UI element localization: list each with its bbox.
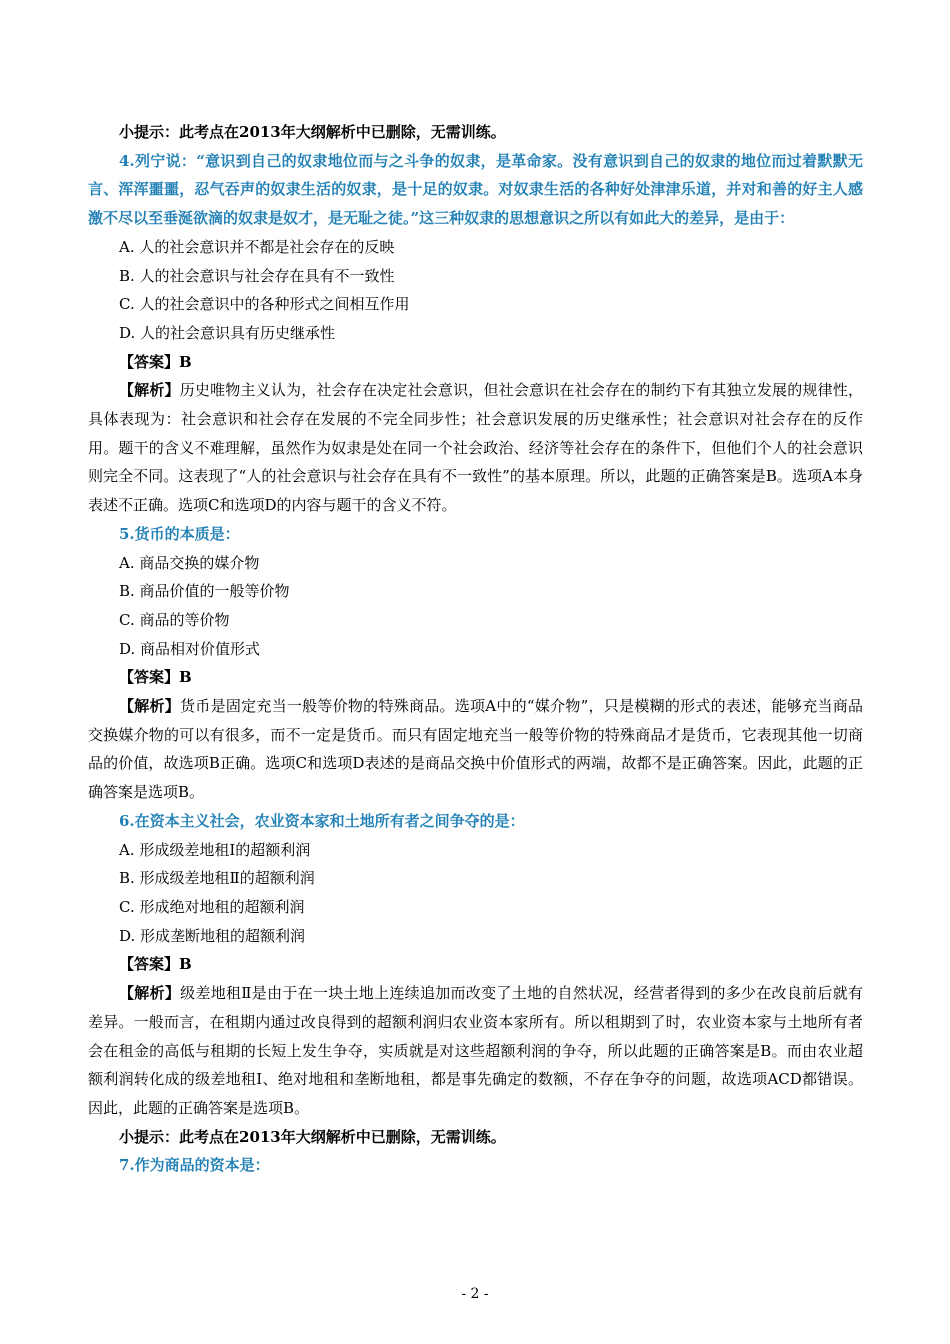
tip-note: 小提示：此考点在2013年大纲解析中已删除，无需训练。 — [119, 1127, 506, 1146]
document-body — [88, 118, 863, 1180]
question-5-answer — [88, 663, 863, 692]
question-5-option-b: B. 商品价值的一般等价物 — [119, 582, 290, 601]
question-6-stem: 6.在资本主义社会，农业资本家和土地所有者之间争夺的是： — [119, 811, 525, 830]
question-5-stem: 5.货币的本质是： — [119, 524, 240, 543]
analysis-label: 【解析】 — [119, 381, 180, 400]
question-5-option-a: A. 商品交换的媒介物 — [119, 553, 260, 572]
tip-note: 小提示：此考点在2013年大纲解析中已删除，无需训练。 — [119, 123, 506, 141]
question-4-option-c: C. 人的社会意识中的各种形式之间相互作用 — [119, 295, 410, 314]
analysis-label: 【解析】 — [119, 984, 181, 1003]
analysis-text: 历史唯物主义认为，社会存在决定社会意识，但社会意识在社会存在的制约下有其独立发展的规律性，具体表现为：社会意识和社会存在发展的不完全同步性；社会意识发展的历史继承性；社会意识对社会存在的反作用。题干的含义不难理解，虽然作为奴隶是处在同一个社会政治、经济等社会存在的条件下，但他们个人的社会意识则完全不同。这表现了“人的社会意识与社会存在具有不一致性”的基本原理。所以，此题的正确答案是B。选项A本身表述不正确。选项C和选项D的内容与题干的含义不符。 — [88, 381, 863, 515]
analysis-text: 货币是固定充当一般等价物的特殊商品。选项A中的“媒介物”，只是模糊的形式的表述，能够充当商品交换媒介物的可以有很多，而不一定是货币。而只有固定地充当一般等价物的特殊商品才是货币，它表现其他一切商品的价值，故选项B正确。选项C和选项D表述的是商品交换中价值形式的两端，故都不是正确答案。因此，此题的正确答案是选项B。 — [88, 697, 863, 802]
question-6-answer — [88, 950, 863, 979]
question-4-option-a: A. 人的社会意识并不都是社会存在的反映 — [119, 237, 395, 256]
answer-value: B — [179, 955, 192, 974]
question-4-option-d: D. 人的社会意识具有历史继承性 — [119, 323, 336, 342]
question-4-answer — [88, 348, 863, 377]
page-number: - 2 - — [461, 1286, 489, 1302]
question-6-option-a: A. 形成级差地租Ⅰ的超额利润 — [119, 840, 311, 859]
answer-label: 【答案】 — [119, 668, 180, 687]
answer-value: B — [179, 352, 192, 371]
analysis-label: 【解析】 — [119, 697, 181, 716]
analysis-text: 级差地租Ⅱ是由于在一块土地上连续追加而改变了土地的自然状况，经营者得到的多少在改良前后就有差异。一般而言，在租期内通过改良得到的超额利润归农业资本家所有。所以租期到了时，农业资本家与土地所有者会在租金的高低与租期的长短上发生争夺，实质就是对这些超额利润的争夺，所以此题的正确答案是B。而由农业超额利润转化成的级差地租Ⅰ、绝对地租和垄断地租，都是事先确定的数额，不存在争夺的问题，故选项ACD都错误。因此，此题的正确答案是选项B。 — [88, 984, 863, 1117]
question-4-option-b: B. 人的社会意识与社会存在具有不一致性 — [119, 266, 395, 285]
question-5-option-c: C. 商品的等价物 — [119, 610, 230, 629]
question-6-option-d: D. 形成垄断地租的超额利润 — [119, 926, 306, 945]
question-4-analysis — [88, 376, 863, 520]
question-6-option-c: C. 形成绝对地租的超额利润 — [119, 897, 305, 916]
question-5-analysis — [88, 692, 863, 807]
answer-label: 【答案】 — [119, 955, 180, 974]
question-6-option-b: B. 形成级差地租Ⅱ的超额利润 — [119, 869, 315, 888]
question-4-stem: 4.列宁说：“意识到自己的奴隶地位而与之斗争的奴隶，是革命家。没有意识到自己的奴隶的地位而过着默默无言、浑浑噩噩，忍气吞声的奴隶生活的奴隶，是十足的奴隶。对奴隶生活的各种好处津津乐道，并对和善的好主人感激不尽以至垂涎欲滴的奴隶是奴才，是无耻之徒。”这三种奴隶的思想意识之所以有如此大的差异，是由于： — [88, 151, 863, 228]
question-6-analysis — [88, 979, 863, 1123]
answer-value: B — [179, 668, 192, 687]
question-7-stem: 7.作为商品的资本是： — [119, 1156, 270, 1175]
question-5-option-d: D. 商品相对价值形式 — [119, 639, 261, 658]
answer-label: 【答案】 — [119, 352, 180, 371]
